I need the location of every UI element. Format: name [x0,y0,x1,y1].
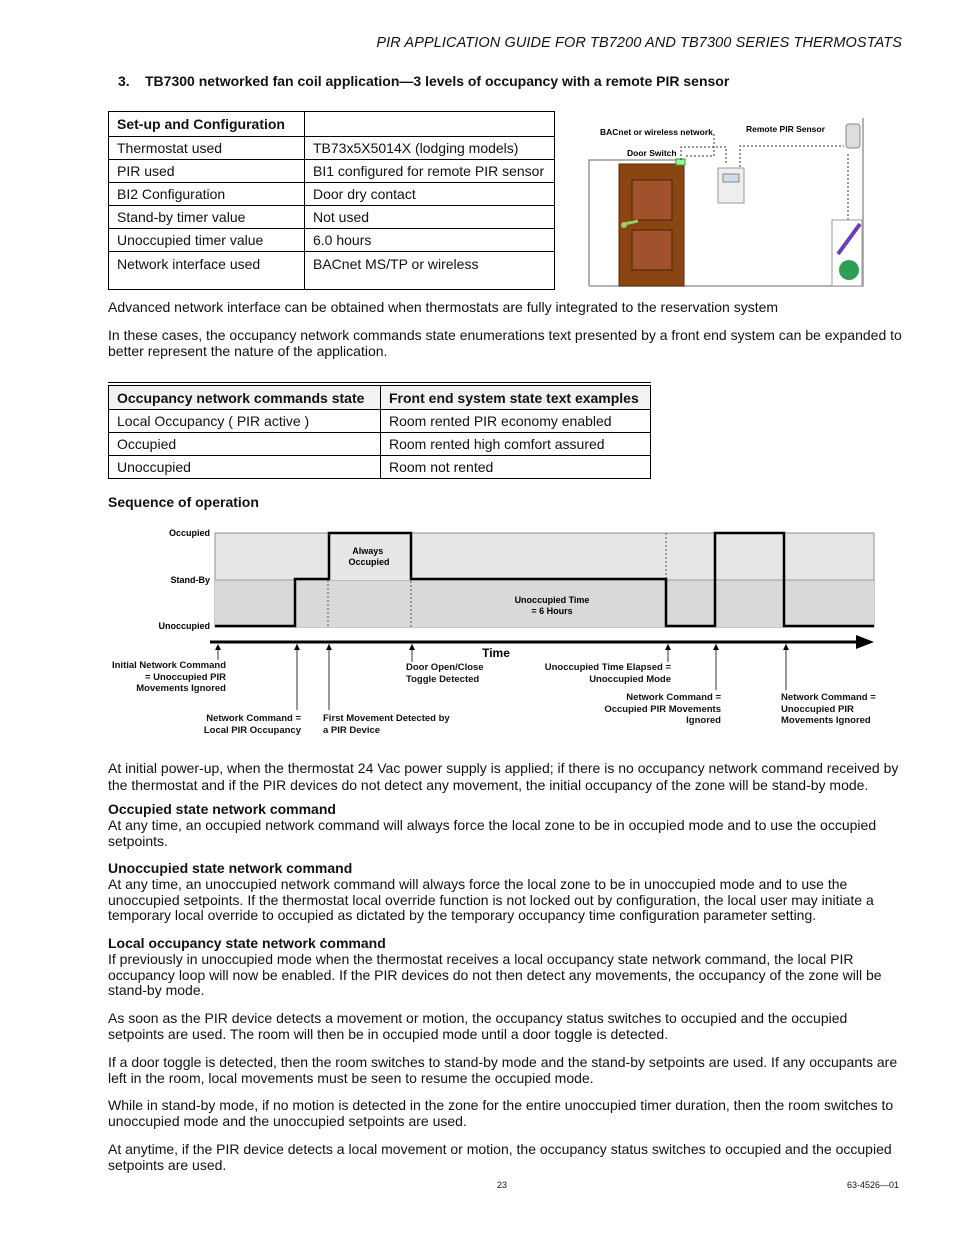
local-occupancy-paragraph: At anytime, if the PIR device detects a local movement or motion, the occupancy status switches to occupied and the occupied setpoints are used. [108,1141,892,1173]
table-row [109,229,555,252]
local-occupancy-paragraph: If previously in unoccupied mode when the thermostat receives a local occupancy state network command, the local PIR occupancy loop will now be enabled. If the PIR devices do not then detect any movements, the occupancy of the zone will be stand-by mode. [108,951,882,998]
pir-label: Remote PIR Sensor [746,124,825,134]
table-row [109,456,651,479]
occupancy-table [108,385,651,479]
unoccupied-heading: Unoccupied state network command [108,860,353,876]
always-occupied-label-line2: Occupied [348,557,390,567]
event-label: Unoccupied Time Elapsed = Unoccupied Mode [544,662,671,685]
arrow-head-icon [409,644,415,650]
local-occupancy-paragraph: While in stand-by mode, if no motion is detected in the zone for the entire unoccupied timer duration, then the room switches to unoccupied mode and the unoccupied setpoints are used. [108,1097,894,1129]
level-occupied: Occupied [168,528,210,538]
setup-cell: 6.0 hours [305,229,555,252]
occupancy-cell: Room rented high comfort assured [381,433,651,456]
occupied-heading: Occupied state network command [108,801,336,817]
door-panel [632,180,672,220]
event-label: Network Command = Unoccupied PIR Movements Ignored [781,692,876,726]
occupancy-cell: Occupied [109,433,381,456]
room-diagram [586,116,868,290]
event-label: Door Open/Close Toggle Detected [406,662,484,685]
event-label: Network Command = Occupied PIR Movements Ignored [604,692,721,726]
level-standby: Stand-By [170,575,210,585]
arrow-head-icon [713,644,719,650]
setup-cell: BI2 Configuration [109,183,305,206]
setup-header-2 [305,112,555,137]
setup-cell: Unoccupied timer value [109,229,305,252]
event-label: Network Command = Local PIR Occupancy [203,713,301,736]
setup-cell: PIR used [109,160,305,183]
arrow-head-icon [665,644,671,650]
occupancy-cell: Room not rented [381,456,651,479]
local-occupancy-heading: Local occupancy state network command [108,935,386,951]
event-label: Initial Network Command = Unoccupied PIR Movements Ignored [111,660,226,694]
occupancy-cell: Unoccupied [109,456,381,479]
setup-cell: Door dry contact [305,183,555,206]
level-unoccupied: Unoccupied [158,621,210,631]
thermostat-icon [718,168,744,203]
table-row [109,183,555,206]
section-title: TB7300 networked fan coil application—3 levels of occupancy with a remote PIR sensor [145,73,730,89]
network-link [740,146,844,171]
door-panel [632,230,672,270]
arrow-head-icon [326,644,332,650]
local-occupancy-paragraph: As soon as the PIR device detects a movement or motion, the occupancy status switches to occupied and the occupied setpoints are used. The room will then be in occupied mode until a door toggle is detected. [108,1010,848,1042]
sequence-heading: Sequence of operation [108,494,259,510]
table-row [109,433,651,456]
table-row [109,410,651,433]
table-row [109,206,555,229]
unoccupied-time-label: Unoccupied Time = 6 Hours [514,595,590,616]
setup-cell: Thermostat used [109,137,305,160]
setup-cell: Not used [305,206,555,229]
paragraph: Advanced network interface can be obtained when thermostats are fully integrated to the reservation system [108,299,779,315]
thermostat-screen [723,174,739,182]
occupancy-header-2: Front end system state text examples [381,386,651,410]
local-occupancy-paragraph: If a door toggle is detected, then the room switches to stand-by mode and the stand-by setpoints are used. If any occupants are left in the room, local movements must be seen to resume the occupied mode. [108,1054,898,1086]
door-knob-icon [621,222,627,228]
time-axis-arrow-icon [856,635,874,649]
setup-cell: BI1 configured for remote PIR sensor [305,160,555,183]
paragraph: In these cases, the occupancy network commands state enumerations text presented by a front end system can be expanded to better represent the nature of the application. [108,327,902,359]
arrow-head-icon [783,644,789,650]
section-number: 3. [118,73,130,89]
door-switch-label: Door Switch [627,148,677,158]
time-axis-label: Time [482,646,510,660]
document-number: 63-4526—01 [847,1180,900,1190]
event-label: First Movement Detected by a PIR Device [323,713,450,736]
setup-header-1: Set-up and Configuration [109,112,305,137]
setup-cell: Network interface used [109,252,305,290]
setup-cell: BACnet MS/TP or wireless [305,252,555,290]
bacnet-link [686,134,714,156]
page-number: 23 [497,1180,508,1190]
page-header: PIR APPLICATION GUIDE FOR TB7200 AND TB7300 SERIES THERMOSTATS [376,35,902,51]
always-occupied-label: Always Occupied [348,546,390,567]
setup-table [108,111,555,290]
occupancy-header-1: Occupancy network commands state [109,386,381,410]
occupied-paragraph: At any time, an occupied network command will always force the local zone to be in occupied mode and to use the occupied setpoints. [108,817,877,849]
table-top-rule [108,382,651,383]
intro-paragraph: At initial power-up, when the thermostat 24 Vac power supply is applied; if there is no occupancy network command received by the thermostat and if the PIR devices do not detect any movement, the initial occupancy of the zone will be stand-by mode. [108,760,899,793]
table-row [109,252,555,290]
arrow-head-icon [215,644,221,650]
setup-cell: TB73x5X5014X (lodging models) [305,137,555,160]
table-row [109,160,555,183]
occupancy-cell: Room rented PIR economy enabled [381,410,651,433]
arrow-head-icon [294,644,300,650]
fan-icon [839,260,859,280]
unoccupied-paragraph: At any time, an unoccupied network command will always force the local zone to be in unoccupied mode and to use the unoccupied setpoints. If the thermostat local override function is not locked out by configuration, the local user may initiate a temporary local override to occupied as dictated by the temporary occupancy time configuration parameter setting. [108,876,874,923]
occupancy-cell: Local Occupancy ( PIR active ) [109,410,381,433]
setup-cell: Stand-by timer value [109,206,305,229]
network-label: BACnet or wireless network [600,127,713,137]
table-row [109,137,555,160]
pir-sensor-icon [846,124,860,148]
timing-diagram [100,522,900,744]
